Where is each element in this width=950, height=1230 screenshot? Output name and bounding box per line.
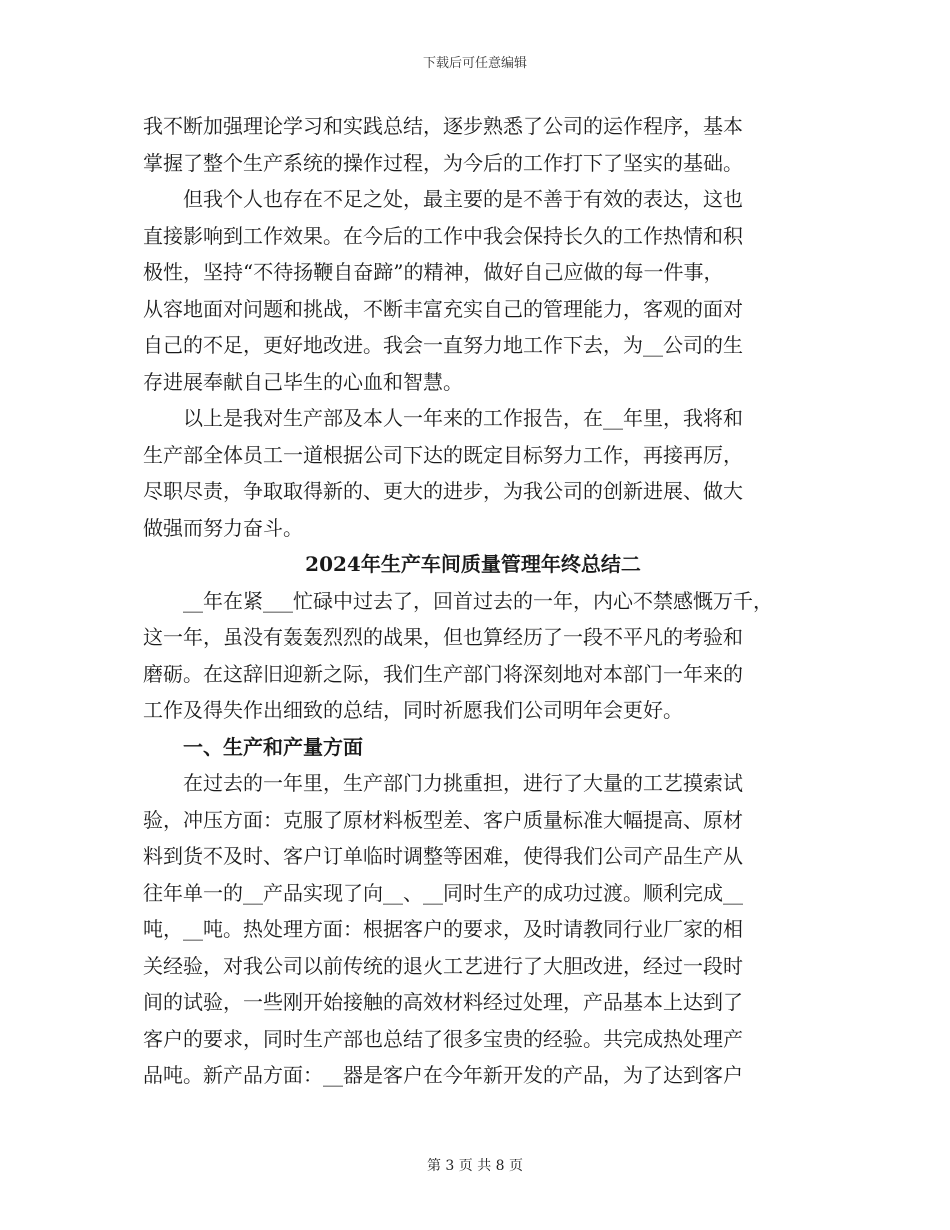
text-line: 掌握了整个生产系统的操作过程，为今后的工作打下了坚实的基础。 [143,150,743,175]
text-line: 料到货不及时、客户订单临时调整等困难，使得我们公司产品生产从 [143,844,743,868]
text-line: __年在紧___忙碌中过去了，回首过去的一年，内心不禁感慨万千， [143,588,773,613]
text-line: 但我个人也存在不足之处，最主要的是不善于有效的表达，这也 [143,187,743,211]
text-line: 客户的要求，同时生产部也总结了很多宝贵的经验。共完成热处理产 [143,1026,743,1051]
text-line: 工作及得失作出细致的总结，同时祈愿我们公司明年会更好。 [143,698,683,722]
text-line: 间的试验，一些刚开始接触的高效材料经过处理，产品基本上达到了 [143,990,743,1014]
text-line: 直接影响到工作效果。在今后的工作中我会保持长久的工作热情和积 [143,223,743,248]
text-line: 尽职尽责，争取取得新的、更大的进步，为我公司的创新进展、做大 [143,479,743,503]
document-body [143,108,803,1094]
text-line: 极性，坚持“不待扬鞭自奋蹄”的精神，做好自己应做的每一件事， [143,260,724,284]
text-line: 以上是我对生产部及本人一年来的工作报告，在__年里，我将和 [143,406,743,430]
section-heading: 一、生产和产量方面 [143,734,363,759]
page-header: 下载后可任意编辑 [422,56,527,71]
text-line: 生产部全体员工一道根据公司下达的既定目标努力工作，再接再厉， [143,442,743,467]
text-line: 我不断加强理论学习和实践总结，逐步熟悉了公司的运作程序，基本 [143,114,743,138]
text-line: 验，冲压方面：克服了原材料板型差、客户质量标准大幅提高、原材 [143,807,743,832]
text-line: 关经验，对我公司以前传统的退火工艺进行了大胆改进，经过一段时 [143,953,743,978]
text-line: 在过去的一年里，生产部门力挑重担，进行了大量的工艺摸索试 [143,771,743,795]
text-line: 这一年，虽没有轰轰烈烈的战果，但也算经历了一段不平凡的考验和 [143,625,743,649]
text-line: 品吨。新产品方面：__器是客户在今年新开发的产品，为了达到客户 [143,1063,743,1087]
text-line: 存进展奉献自己毕生的心血和智慧。 [143,369,463,394]
text-line: 往年单一的__产品实现了向__、__同时生产的成功过渡。顺利完成__ [143,880,743,905]
text-line: 磨砺。在这辞旧迎新之际，我们生产部门将深刻地对本部门一年来的 [143,661,743,686]
page-footer: 第 3 页 共 8 页 [426,1158,524,1174]
text-line: 做强而努力奋斗。 [143,515,303,540]
section-title: 2024年生产车间质量管理年终总结二 [305,552,641,576]
text-line: 自己的不足，更好地改进。我会一直努力地工作下去，为__公司的生 [143,333,743,357]
text-line: 吨，__吨。热处理方面：根据客户的要求，及时请教同行业厂家的相 [143,917,743,941]
text-line: 从容地面对问题和挑战，不断丰富充实自己的管理能力，客观的面对 [143,296,743,321]
